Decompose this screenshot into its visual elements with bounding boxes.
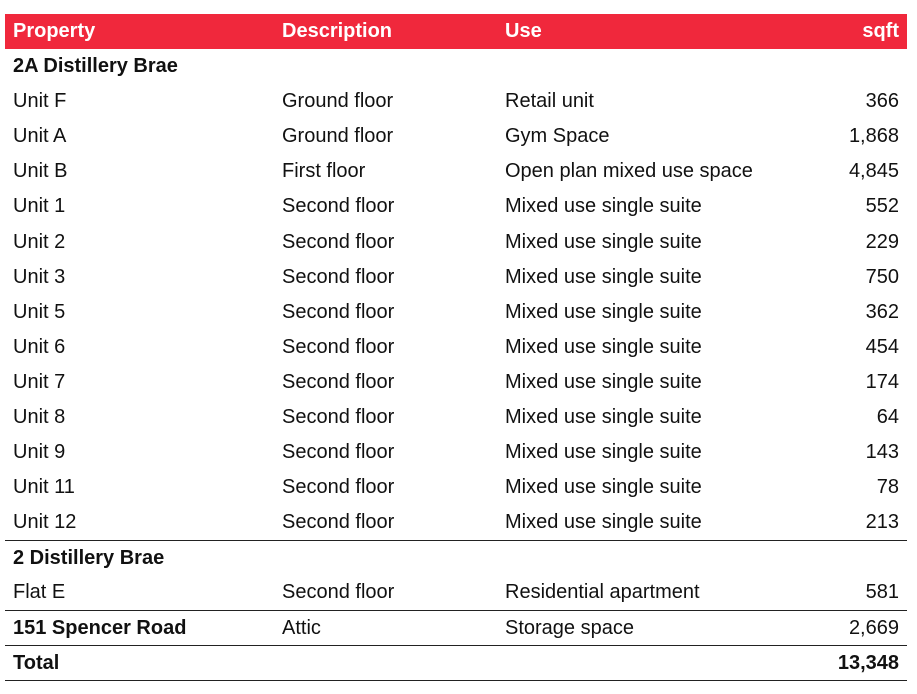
group-title: 2A Distillery Brae <box>13 55 178 78</box>
use-cell: Mixed use single suite <box>505 230 702 253</box>
table-header-row <box>5 14 907 49</box>
description-cell: Second floor <box>282 581 395 604</box>
description-cell: Second floor <box>282 195 395 218</box>
total-sqft: 13,348 <box>817 646 907 681</box>
use-cell: Mixed use single suite <box>505 195 702 218</box>
use-cell: Open plan mixed use space <box>505 160 753 183</box>
sqft-cell: 64 <box>876 405 899 428</box>
property-schedule <box>5 14 907 681</box>
description-cell: Second floor <box>282 370 395 393</box>
property-cell: Unit 2 <box>13 230 66 253</box>
property-cell: Unit B <box>13 160 68 183</box>
table-row <box>5 330 907 365</box>
use-cell: Mixed use single suite <box>505 511 702 534</box>
sqft-cell: 552 <box>865 195 899 218</box>
total-label: Total <box>5 646 817 681</box>
total-row <box>5 646 907 681</box>
use-cell: Mixed use single suite <box>505 300 702 323</box>
sqft-cell: 454 <box>865 335 899 358</box>
column-header-description: Description <box>282 20 393 42</box>
description-cell: Second floor <box>282 441 395 464</box>
description-cell: Ground floor <box>282 125 394 148</box>
property-cell: Unit 8 <box>13 405 66 428</box>
table-row <box>5 611 907 646</box>
sqft-cell: 213 <box>865 511 899 534</box>
table-row <box>5 189 907 224</box>
sqft-cell: 143 <box>865 441 899 464</box>
use-cell: Mixed use single suite <box>505 476 702 499</box>
use-cell: Storage space <box>497 611 817 646</box>
property-cell: Unit 3 <box>13 265 66 288</box>
description-cell: Second floor <box>282 265 395 288</box>
use-cell: Mixed use single suite <box>505 441 702 464</box>
property-cell: Unit 9 <box>13 441 66 464</box>
property-cell: Flat E <box>13 581 66 604</box>
table-row <box>5 470 907 505</box>
sqft-cell: 1,868 <box>848 125 899 148</box>
description-cell: Second floor <box>282 405 395 428</box>
use-cell: Mixed use single suite <box>505 405 702 428</box>
table-row <box>5 575 907 610</box>
sqft-cell: 750 <box>865 265 899 288</box>
property-cell: Unit 6 <box>13 335 66 358</box>
description-cell: Second floor <box>282 335 395 358</box>
table-row <box>5 84 907 119</box>
group-title: 2 Distillery Brae <box>5 540 907 575</box>
description-cell: Attic <box>274 611 497 646</box>
table-row <box>5 119 907 154</box>
table-row <box>5 400 907 435</box>
property-cell: Unit 12 <box>13 511 77 534</box>
use-cell: Mixed use single suite <box>505 265 702 288</box>
property-table <box>5 14 907 681</box>
table-row <box>5 435 907 470</box>
table-row <box>5 295 907 330</box>
table-row <box>5 260 907 295</box>
group-header-row <box>5 49 907 84</box>
use-cell: Mixed use single suite <box>505 335 702 358</box>
column-header-use: Use <box>505 20 542 42</box>
group-header-row <box>5 540 907 575</box>
property-cell: Unit 11 <box>13 476 75 499</box>
description-cell: Second floor <box>282 230 395 253</box>
sqft-cell: 174 <box>865 370 899 393</box>
sqft-cell: 4,845 <box>848 160 899 183</box>
column-header-sqft: sqft <box>862 20 899 42</box>
property-cell: Unit 7 <box>13 370 66 393</box>
table-row <box>5 224 907 259</box>
sqft-cell: 2,669 <box>817 611 907 646</box>
description-cell: Ground floor <box>282 90 394 113</box>
description-cell: Second floor <box>282 300 395 323</box>
table-row <box>5 505 907 540</box>
property-cell: Unit 5 <box>13 300 66 323</box>
table-row <box>5 154 907 189</box>
sqft-cell: 229 <box>865 230 899 253</box>
sqft-cell: 366 <box>865 90 899 113</box>
table-body <box>5 49 907 681</box>
property-cell: Unit 1 <box>13 195 66 218</box>
use-cell: Retail unit <box>505 90 594 113</box>
property-cell: Unit F <box>13 90 67 113</box>
description-cell: Second floor <box>282 476 395 499</box>
use-cell: Mixed use single suite <box>505 370 702 393</box>
description-cell: Second floor <box>282 511 395 534</box>
sqft-cell: 362 <box>865 300 899 323</box>
column-header-property: Property <box>13 20 96 42</box>
use-cell: Gym Space <box>505 125 610 148</box>
property-cell: 151 Spencer Road <box>5 611 274 646</box>
description-cell: First floor <box>282 160 366 183</box>
sqft-cell: 78 <box>876 476 899 499</box>
sqft-cell: 581 <box>865 581 899 604</box>
use-cell: Residential apartment <box>505 581 700 604</box>
property-cell: Unit A <box>13 125 67 148</box>
table-row <box>5 365 907 400</box>
